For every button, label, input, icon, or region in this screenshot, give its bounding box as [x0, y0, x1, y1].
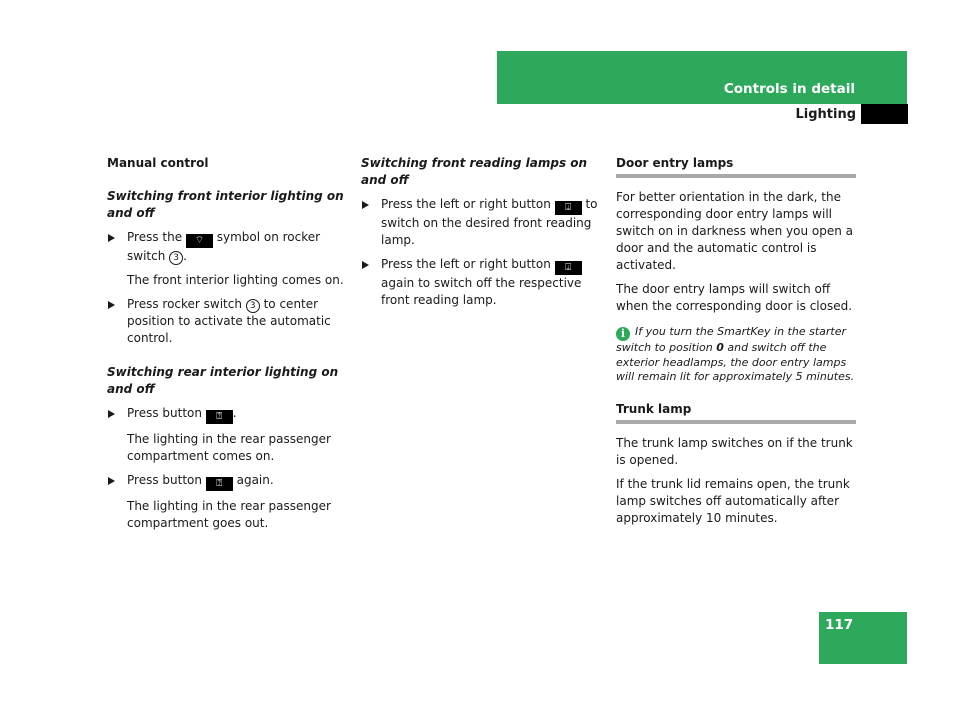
bullet-arrow-icon [108, 477, 115, 485]
bullet-arrow-icon [108, 234, 115, 242]
step-press-rear-button-again [107, 472, 345, 491]
result-text: The lighting in the rear passenger compartment comes on. [127, 432, 331, 463]
rear-light-button-icon: ⍰ [206, 410, 233, 424]
step-text: to switch on the desired front reading lamp. [381, 197, 598, 247]
subheading-rear-interior: Switching rear interior lighting on and off [107, 365, 339, 396]
switch-number-badge: 3 [246, 299, 260, 313]
step-text: Press the left or right button [381, 197, 555, 211]
bullet-arrow-icon [362, 261, 369, 269]
step-text: symbol on rocker switch [127, 230, 321, 263]
step-reading-off [361, 256, 601, 309]
note-text: If you turn the SmartKey in the starter switch to position [616, 325, 846, 354]
heading-rule [616, 420, 856, 424]
page-number-box [819, 612, 907, 664]
step-text: Press rocker switch [127, 297, 246, 311]
heading-trunk-lamp: Trunk lamp [616, 401, 692, 416]
rear-light-button-icon: ⍰ [206, 477, 233, 491]
page-number: 117 [825, 617, 854, 633]
step-press-front-symbol [107, 229, 345, 265]
step-text: Press the left or right button [381, 257, 555, 271]
subheading-reading-lamps: Switching front reading lamps on and off [361, 156, 588, 187]
step-press-rear-button [107, 405, 345, 424]
info-note [616, 325, 856, 385]
step-text: Press button [127, 406, 206, 420]
subheading-front-interior: Switching front interior lighting on and off [107, 189, 344, 220]
paragraph: If the trunk lid remains open, the trunk lamp switches off automatically after approximately 10 minutes. [616, 476, 850, 525]
reading-lamp-button-icon: ⍗ [555, 261, 582, 275]
step-text: again. [232, 473, 274, 487]
switch-number-badge: 3 [169, 251, 183, 265]
step-text: to center position to activate the automatic control. [127, 297, 331, 345]
bullet-arrow-icon [108, 410, 115, 418]
paragraph: The door entry lamps will switch off when the corresponding door is closed. [616, 282, 853, 313]
heading-manual-control: Manual control [107, 156, 209, 170]
paragraph: The trunk lamp switches on if the trunk is opened. [616, 435, 853, 467]
result-text: The front interior lighting comes on. [127, 273, 344, 287]
section-title: Controls in detail [723, 81, 855, 97]
bullet-arrow-icon [108, 301, 115, 309]
reading-lamp-button-icon: ⍗ [555, 201, 582, 215]
step-text: Press the [127, 230, 186, 244]
step-reading-on [361, 196, 601, 249]
step-text: Press button [127, 473, 206, 487]
column-reading-lamps [361, 155, 601, 316]
step-text: again to switch off the respective front reading lamp. [381, 276, 582, 307]
column-door-trunk [616, 155, 856, 534]
front-light-symbol-icon: ⌔ [186, 234, 213, 248]
heading-rule [616, 174, 856, 178]
step-text: . [183, 249, 187, 263]
info-icon: i [616, 327, 630, 341]
step-press-rocker-center [107, 296, 345, 347]
heading-door-entry-lamps: Door entry lamps [616, 156, 734, 170]
step-text: . [232, 406, 237, 420]
header-bar [497, 51, 907, 104]
subsection-title: Lighting [795, 107, 856, 122]
column-manual-control [107, 155, 345, 539]
paragraph: For better orientation in the dark, the corresponding door entry lamps will switch on in darkness when you open a door and the automatic control is activated. [616, 190, 853, 272]
result-text: The lighting in the rear passenger compartment goes out. [127, 499, 331, 530]
section-tab-marker [861, 104, 908, 124]
bullet-arrow-icon [362, 201, 369, 209]
note-text: and switch off the exterior headlamps, the door entry lamps will remain lit for approximately 5 minutes. [616, 341, 855, 383]
note-position: 0 [716, 341, 724, 354]
